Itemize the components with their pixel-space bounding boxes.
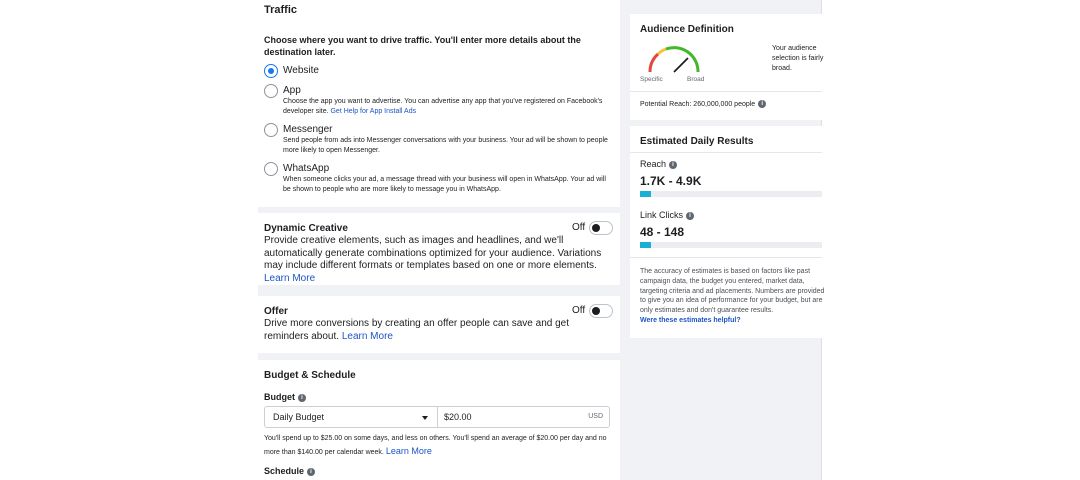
gauge-broad-label: Broad — [687, 76, 705, 83]
link-clicks-value: 48 - 148 — [640, 225, 685, 239]
dynamic-creative-toggle-label: Off — [572, 222, 586, 233]
audience-title: Audience Definition — [640, 24, 734, 35]
clicks-bar-fill — [640, 242, 651, 248]
traffic-card — [258, 0, 620, 207]
schedule-label-row — [264, 466, 315, 476]
budget-amount-input[interactable] — [437, 406, 610, 428]
whatsapp-description: When someone clicks your ad, a message thread with your business will open in WhatsApp. Your ad will be shown to people who are more likely to message you in WhatsApp. — [283, 176, 606, 193]
estimates-helpful-link[interactable]: Were these estimates helpful? — [640, 317, 741, 324]
app-desc-text: Choose the app you want to advertise. You can advertise any app that you've registered on Facebook's developer site. — [283, 98, 603, 115]
schedule-label: Schedule — [264, 466, 305, 476]
reach-value: 1.7K - 4.9K — [640, 174, 702, 188]
offer-body — [264, 318, 614, 343]
offer-card — [258, 296, 620, 353]
info-icon[interactable]: i — [758, 100, 766, 108]
right-sidebar — [630, 0, 825, 480]
reach-label-row — [640, 159, 677, 169]
info-icon[interactable]: i — [669, 161, 677, 169]
info-icon[interactable]: i — [686, 212, 694, 220]
website-label[interactable]: Website — [283, 65, 319, 76]
info-icon[interactable]: i — [298, 394, 306, 402]
audience-description: Your audience selection is fairly broad. — [772, 45, 824, 72]
gauge-specific-label: Specific — [640, 76, 663, 83]
offer-toggle-label: Off — [572, 305, 586, 316]
estimates-title: Estimated Daily Results — [640, 136, 754, 147]
audience-definition-card — [630, 14, 822, 120]
traffic-question: Choose where you want to drive traffic. You'll enter more details about the destination later. — [264, 35, 581, 57]
clicks-bar — [640, 242, 822, 248]
dynamic-creative-text: Provide creative elements, such as images and headlines, and we'll automatically generate combinations optimized for your audience. Variations may include different formats or templates based on one or more elements. — [264, 235, 602, 271]
budget-note — [264, 433, 614, 459]
ad-set-editor — [258, 0, 620, 480]
budget-schedule-card — [258, 360, 620, 480]
messenger-description: Send people from ads into Messenger conversations with your business. Your ad will be shown to people more likely to open Messenger. — [283, 137, 608, 154]
reach-bar-fill — [640, 191, 651, 197]
whatsapp-label[interactable]: WhatsApp — [283, 163, 330, 174]
budget-label: Budget — [264, 392, 295, 402]
potential-reach-row — [640, 100, 766, 108]
budget-learn-more[interactable]: Learn More — [385, 446, 432, 456]
app-install-help-link[interactable]: Get Help for App Install Ads — [330, 107, 417, 115]
clicks-label-row — [640, 210, 694, 220]
dynamic-creative-card — [258, 213, 620, 285]
reach-label: Reach — [640, 159, 667, 169]
app-label[interactable]: App — [283, 85, 301, 96]
offer-learn-more[interactable]: Learn More — [341, 330, 393, 342]
offer-title: Offer — [264, 306, 288, 317]
offer-text: Drive more conversions by creating an offer people can save and get reminders about. — [264, 318, 569, 342]
currency-label: USD — [588, 413, 603, 420]
budget-type-value: Daily Budget — [273, 412, 325, 422]
app-radio[interactable] — [264, 84, 278, 98]
traffic-title: Traffic — [264, 4, 298, 16]
whatsapp-radio[interactable] — [264, 162, 278, 176]
dynamic-creative-toggle[interactable] — [589, 221, 613, 235]
app-description — [283, 97, 613, 116]
offer-toggle[interactable] — [589, 304, 613, 318]
info-icon[interactable]: i — [307, 468, 315, 476]
budget-amount-value: $20.00 — [444, 412, 472, 422]
dynamic-creative-learn-more[interactable]: Learn More — [264, 272, 316, 284]
reach-bar — [640, 191, 822, 197]
caret-down-icon — [422, 416, 428, 420]
budget-type-select[interactable] — [264, 406, 438, 428]
estimates-disclaimer: The accuracy of estimates is based on factors like past campaign data, the budget you entered, market data, targeting criteria and ad placements. Numbers are provided to give you an idea of performance for your budget, but are only estimates and don't guarantee results. — [640, 268, 825, 315]
audience-gauge-icon — [644, 44, 704, 76]
budget-label-row — [264, 392, 306, 402]
link-clicks-label: Link Clicks — [640, 210, 684, 220]
budget-note-text: You'll spend up to $25.00 on some days, and less on others. You'll spend an average of $20.00 per day and no more than $140.00 per calendar week. — [264, 435, 607, 456]
budget-schedule-title: Budget & Schedule — [264, 370, 356, 381]
column-gap — [620, 0, 630, 480]
estimated-daily-results-card — [630, 126, 825, 338]
website-radio[interactable] — [264, 64, 278, 78]
potential-reach: Potential Reach: 260,000,000 people — [640, 100, 756, 108]
dynamic-creative-body — [264, 235, 614, 285]
messenger-label[interactable]: Messenger — [283, 124, 333, 135]
dynamic-creative-title: Dynamic Creative — [264, 223, 348, 234]
messenger-radio[interactable] — [264, 123, 278, 137]
